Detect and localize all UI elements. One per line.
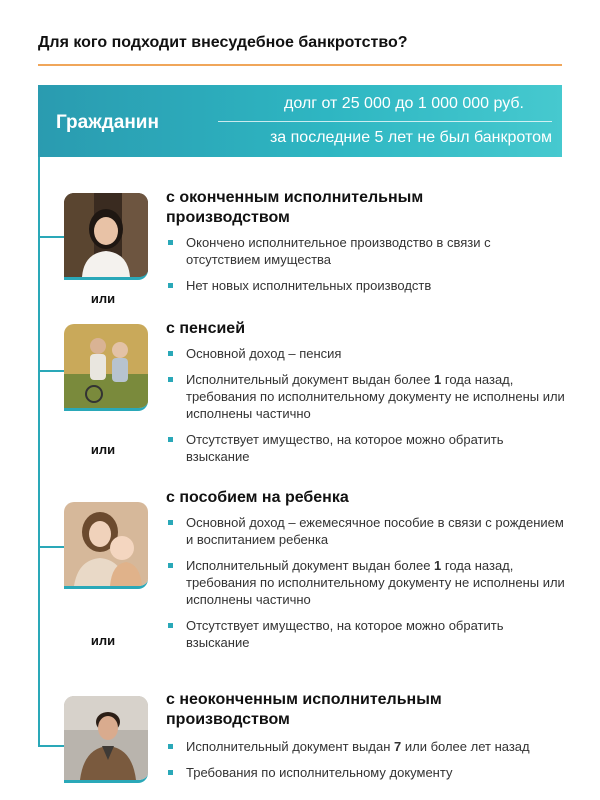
- timeline-branch: [38, 745, 64, 747]
- section-title-ongoing-enforcement: с неоконченным исполнительным производством: [166, 691, 442, 728]
- citizen-banner: [38, 85, 562, 157]
- list-item: Исполнительный документ выдан более 1 года назад, требования по исполнительному документу не исполнены или исполнены частично: [166, 371, 566, 422]
- banner-condition-debt: долг от 25 000 до 1 000 000 руб.: [283, 95, 524, 112]
- list-item: Исполнительный документ выдан более 1 года назад, требования по исполнительному документу не исполнены или исполнены частично: [166, 557, 566, 608]
- list-item: Требования по исполнительному документу: [166, 764, 566, 781]
- bullet-list: [166, 345, 566, 474]
- banner-divider: [218, 121, 552, 122]
- timeline-branch: [38, 546, 64, 548]
- photo-elderly-couple: [64, 324, 148, 411]
- timeline-branch: [38, 236, 64, 238]
- page-title: Для кого подходит внесудебное банкротство?: [38, 34, 408, 51]
- bullet-list: [166, 514, 566, 660]
- list-item: Нет новых исполнительных производств: [166, 277, 566, 294]
- bullet-list: [166, 738, 566, 790]
- banner-label: Гражданин: [56, 112, 159, 133]
- bullet-list: [166, 234, 566, 303]
- banner-condition-bankruptcy: за последние 5 лет не был банкротом: [269, 129, 552, 146]
- list-item: Основной доход – ежемесячное пособие в связи с рождением и воспитанием ребенка: [166, 514, 566, 548]
- list-item: Отсутствует имущество, на которое можно обратить взыскание: [166, 431, 566, 465]
- section-title-pension: с пенсией: [166, 320, 246, 337]
- timeline-branch: [38, 370, 64, 372]
- photo-young-woman: [64, 193, 148, 280]
- timeline-line: [38, 157, 40, 747]
- photo-mother-child: [64, 502, 148, 589]
- section-title-child-benefit: с пособием на ребенка: [166, 489, 349, 506]
- photo-young-man: [64, 696, 148, 783]
- connector-or: или: [90, 633, 116, 648]
- connector-or: или: [90, 442, 116, 457]
- title-underline: [38, 64, 562, 66]
- section-title-completed-enforcement: с оконченным исполнительным производством: [166, 189, 424, 226]
- list-item: Отсутствует имущество, на которое можно обратить взыскание: [166, 617, 566, 651]
- list-item: Окончено исполнительное производство в связи с отсутствием имущества: [166, 234, 566, 268]
- list-item: Основной доход – пенсия: [166, 345, 566, 362]
- list-item: Исполнительный документ выдан 7 или более лет назад: [166, 738, 566, 755]
- connector-or: или: [90, 291, 116, 306]
